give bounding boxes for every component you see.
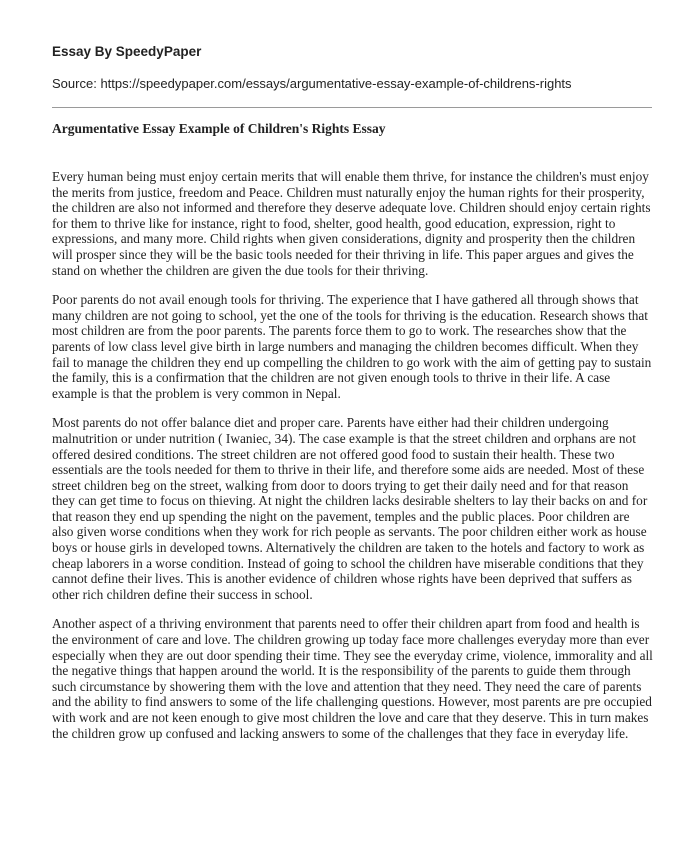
essay-title: Argumentative Essay Example of Children's Rights Essay xyxy=(52,121,386,136)
essay-paragraph: Every human being must enjoy certain merits that will enable them thrive, for instance the children's must enjoy the merits from justice, freedom and Peace. Children must naturally enjoy the human rights for their prosperity, the children are also not informed and therefore they deserve adequate love. Children should enjoy certain rights for them to thrive like for instance, right to food, shelter, good health, good education, expression, right to expressions, and many more. Child rights when given considerations, dignity and prosperity then the children will prosper since they will be the basic tools needed for their thriving in life. This paper argues and gives the stand on whether the children are given the due tools for their thriving. xyxy=(52,169,651,278)
essay-paragraph: Poor parents do not avail enough tools for thriving. The experience that I have gathered all through shows that many children are not going to school, yet the one of the tools for thriving is the education. Research shows that most children are from the poor parents. The parents force them to go to work. The researches show that the parents of low class level give birth in large numbers and managing the children becomes difficult. When they fail to manage the children they end up compelling the children to go work with the aim of getting pay to sustain the family, this is a confirmation that the children are not given enough tools to thrive in their life. A case example is that the problem is very common in Nepal. xyxy=(52,292,652,401)
essay-body xyxy=(52,169,654,755)
source-line xyxy=(52,76,652,92)
source-url: https://speedypaper.com/essays/argumentative-essay-example-of-childrens-rights xyxy=(100,76,572,91)
source-label: Source: xyxy=(52,76,97,91)
essay-paragraph: Another aspect of a thriving environment that parents need to offer their children apart from food and health is the environment of care and love. The children growing up today face more challenges everyday more than ever especially when they are out door spending their time. They see the everyday crime, violence, immorality and all the negative things that happen around the world. It is the responsibility of the parents to guide them through such circumstance by showering them with the love and attention that they need. They need the care of parents and the ability to find answers to some of the life challenging questions. However, most parents are pre occupied with work and are not keen enough to give most children the love and care that they deserve. This in turn makes the children grow up confused and lacking answers to some of the challenges that they face in everyday life. xyxy=(52,616,653,741)
document-header xyxy=(52,44,652,92)
essay-paragraph: Most parents do not offer balance diet and proper care. Parents have either had their children undergoing malnutrition or under nutrition ( Iwaniec, 34). The case example is that the street children and orphans are not offered desired conditions. The street children are not offered good food to sustain their health. These two essentials are the tools needed for them to thrive in their life, and therefore some aids are needed. Most of these street children beg on the street, walking from door to doors trying to get their daily need and for that reason they can get time to focus on thieving. At night the children lacks desirable shelters to lay their backs on and for that reason they end up spending the night on the pavement, temples and the public places. Poor children are also given worse conditions when they work for rich people as servants. The poor children either work as house boys or house girls in developed towns. Alternatively the children are taken to the hotels and factory to work as cheap laborers in a worse condition. Instead of going to school the children have miserable conditions that they cannot define their lives. This is another evidence of children whose rights have been deprived that suffers as other rich children define their success in school. xyxy=(52,415,648,602)
publisher-title: Essay By SpeedyPaper xyxy=(52,44,202,59)
header-divider xyxy=(52,107,652,108)
